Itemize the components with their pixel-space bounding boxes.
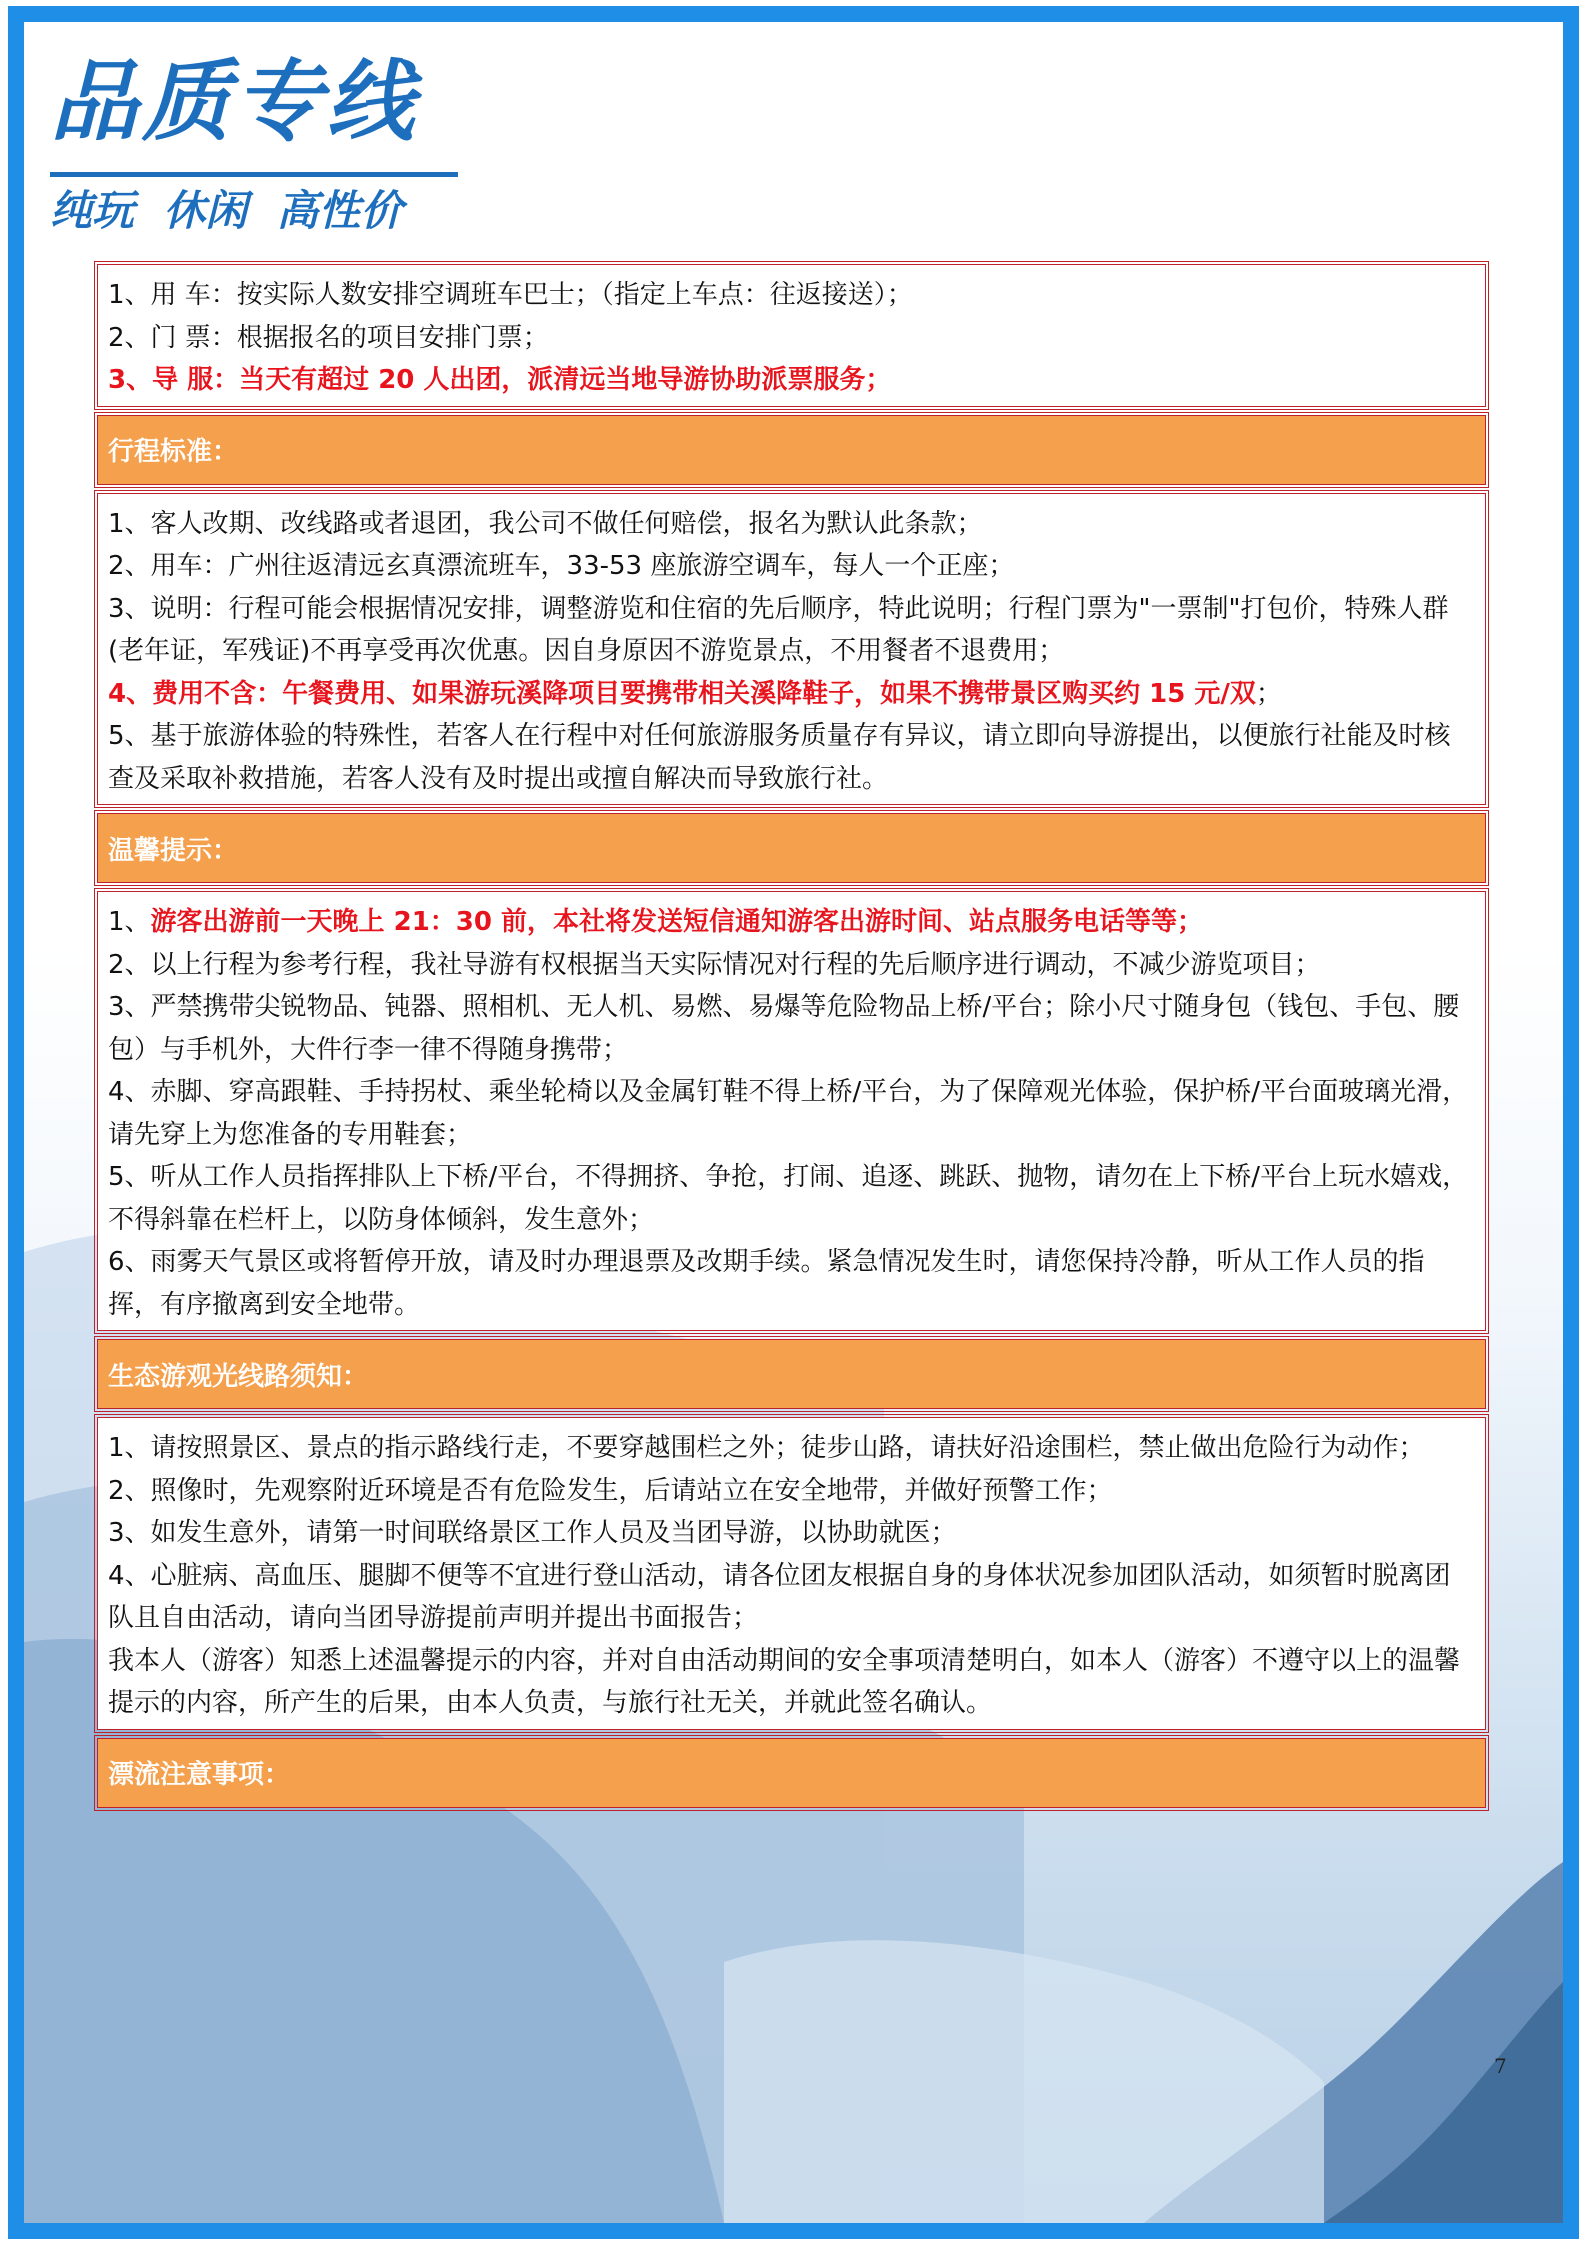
tips-line: 6、雨雾天气景区或将暂停开放，请及时办理退票及改期手续。紧急情况发生时，请您保持冷静，听从工作人员的指挥，有序撤离到安全地带。 [108,1247,1425,1320]
tips-line-highlight [108,901,1475,944]
section-heading: 漂流注意事项： [108,1760,291,1790]
itinerary-line-highlight [108,673,1475,716]
line-tail: ； [1255,678,1282,709]
section-heading: 温馨提示： [108,835,239,866]
itinerary-line: 2、用车：广州往返清远玄真漂流班车，33-53 座旅游空调车，每人一个正座； [108,551,1015,581]
page-number: 7 [1494,2054,1507,2078]
tips-line: 4、赤脚、穿高跟鞋、手持拐杖、乘坐轮椅以及金属钉鞋不得上桥/平台，为了保障观光体验，保护桥/平台面玻璃光滑，请先穿上为您准备的专用鞋套； [108,1077,1469,1150]
eco-route-box [94,1414,1489,1733]
itinerary-standard-box [94,490,1489,809]
section-heading: 行程标准： [108,437,239,467]
header-title: 品质专线 [50,50,419,153]
tips-heading [94,810,1489,886]
service-standard-box [94,261,1489,410]
service-line: 1、用 车：按实际人数安排空调班车巴士；（指定上车点：往返接送）； [108,280,913,310]
service-line-highlight: 3、导 服：当天有超过 20 人出团，派清远当地导游协助派票服务； [108,365,892,395]
eco-declaration: 我本人（游客）知悉上述温馨提示的内容，并对自由活动期间的安全事项清楚明白，如本人（游客）不遵守以上的温馨提示的内容，所产生的后果，由本人负责，与旅行社无关，并就此签名确认。 [108,1645,1461,1718]
tips-box [94,888,1489,1334]
itinerary-line: 5、基于旅游体验的特殊性，若客人在行程中对任何旅游服务质量存有异议，请立即向导游提出，以便旅行社能及时核查及采取补救措施，若客人没有及时提出或擅自解决而导致旅行社。 [108,721,1451,794]
eco-line: 2、照像时，先观察附近环境是否有危险发生，后请站立在安全地带，并做好预警工作； [108,1475,1113,1506]
eco-line: 4、心脏病、高血压、腿脚不便等不宜进行登山活动，请各位团友根据自身的身体状况参加团队活动，如须暂时脱离团队且自由活动，请向当团导游提前声明并提出书面报告； [108,1560,1451,1633]
itinerary-content [94,261,1489,1813]
eco-route-heading [94,1336,1489,1412]
itinerary-line: 3、说明：行程可能会根据情况安排，调整游览和住宿的先后顺序，特此说明；行程门票为"一票制"打包价，特殊人群(老年证，军残证)不再享受再次优惠。因自身原因不游览景点，不用餐者不退费用； [108,593,1449,666]
eco-line: 1、请按照景区、景点的指示路线行走，不要穿越围栏之外；徒步山路，请扶好沿途围栏，禁止做出危险行为动作； [108,1433,1425,1463]
highlight-text: 4、费用不含：午餐费用、如果游玩溪降项目要携带相关溪降鞋子，如果不携带景区购买约 15 元/双 [108,678,1256,709]
header-subtitle: 纯玩 休闲 高性价 [50,186,403,235]
tips-line: 5、听从工作人员指挥排队上下桥/平台，不得拥挤、争抢，打闹、追逐、跳跃、抛物，请勿在上下桥/平台上玩水嬉戏，不得斜靠在栏杆上，以防身体倾斜，发生意外； [108,1162,1469,1235]
itinerary-standard-heading [94,412,1489,488]
rafting-heading [94,1735,1489,1811]
section-heading: 生态游观光线路须知： [108,1361,369,1392]
eco-line: 3、如发生意外，请第一时间联络景区工作人员及当团导游，以协助就医； [108,1518,957,1548]
service-line: 2、门 票：根据报名的项目安排门票； [108,322,549,353]
tips-line: 3、严禁携带尖锐物品、钝器、照相机、无人机、易燃、易爆等危险物品上桥/平台；除小尺寸随身包（钱包、手包、腰包）与手机外，大件行李一律不得随身携带； [108,992,1460,1065]
line-head: 1、 [108,907,151,937]
itinerary-line: 1、客人改期、改线路或者退团，我公司不做任何赔偿，报名为默认此条款； [108,508,983,539]
tips-line: 2、以上行程为参考行程，我社导游有权根据当天实际情况对行程的先后顺序进行调动，不减少游览项目； [108,949,1321,980]
header-divider [50,172,458,177]
highlight-text: 游客出游前一天晚上 21：30 前，本社将发送短信通知游客出游时间、站点服务电话等等； [150,907,1204,937]
